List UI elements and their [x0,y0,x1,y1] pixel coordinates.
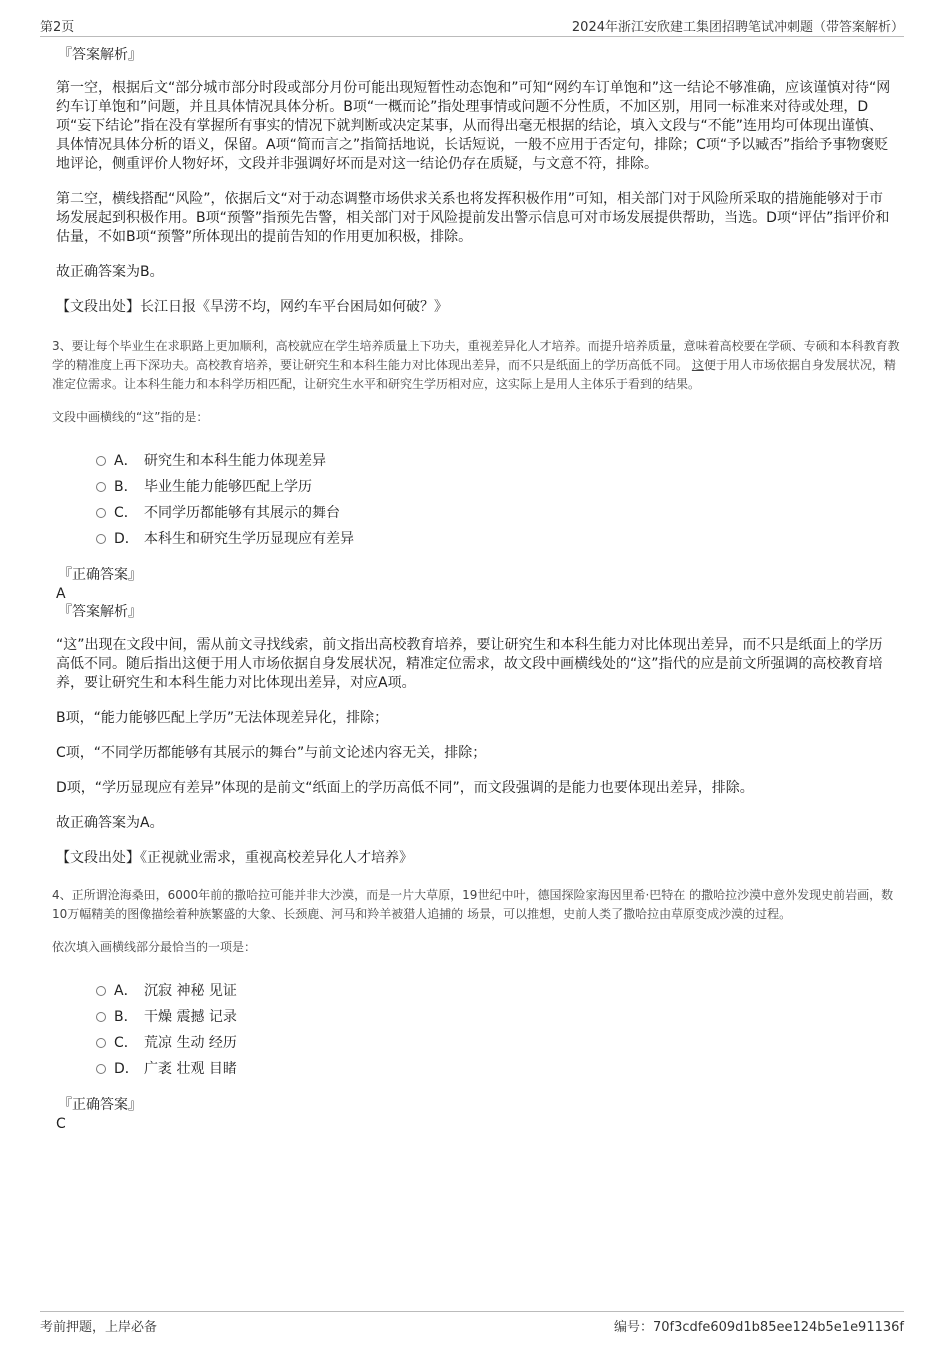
radio-icon[interactable] [96,1038,106,1048]
page-number: 第2页 [40,20,75,35]
correct-answer: C [56,1116,66,1132]
options-list [96,448,896,552]
radio-icon[interactable] [96,482,106,492]
options-list [96,978,896,1082]
question-4 [52,886,896,1133]
correct-answer: A [56,586,66,602]
source-citation: 【文段出处】长江日报《旱涝不均，网约车平台困局如何破？》 [56,299,448,315]
question-2-analysis [56,46,896,317]
answer-conclusion: 故正确答案为A。 [56,815,164,831]
analysis-paragraph: 第一空，根据后文“部分城市部分时段或部分月份可能出现短暂性动态饱和”可知“网约车订单饱和”这一结论不够准确，应该谨慎对待“网约车订单饱和”问题，并且具体情况具体分析。B项“一概而论”指处理事情或问题不分性质，不加区别，用同一标准来对待或处理，D项“妄下结论”指在没有掌握所有事实的情况下就判断或决定某事，从而得出毫无根据的结论，填入文段与“不能”连用均可体现出谨慎、具体情况具体分析的语义，保留。A项“简而言之”指简括地说，长话短说，一般不应用于否定句，排除；C项“予以臧否”指给予事物褒贬地评论，侧重评价人物好坏，文段并非强调好坏而是对这一结论仍存在质疑，与文意不符，排除。 [56,80,891,172]
analysis-paragraph: “这”出现在文段中间，需从前文寻找线索，前文指出高校教育培养，要让研究生和本科生能力对比体现出差异，而不只是纸面上的学历高低不同。随后指出这便于用人市场依据自身发展状况，精准定位需求，故文段中画横线处的“这”指代的应是前文所强调的高校教育培养，要让研究生和本科生能力对比体现出差异，对应A项。 [56,637,883,691]
page-content [52,46,900,1133]
option-a[interactable]: A． 沉寂 神秘 见证 [96,978,896,1004]
analysis-label: 『答案解析』 [58,604,142,620]
question-3 [52,337,900,868]
document-serial: 编号：70f3cdfe609d1b85ee124b5e1e91136f [613,1320,904,1335]
source-citation: 【文段出处】《正视就业需求，重视高校差异化人才培养》 [56,850,413,866]
question-stem: 4、正所谓沧海桑田，6000年前的撒哈拉可能并非大沙漠，而是一片大草原，19世纪中叶，德国探险家海因里希·巴特在 的撒哈拉沙漠中意外发现史前岩画，数10万幅精美的图像描绘着种族繁盛的大象、长颈鹿、河马和羚羊被猎人追捕的 场景，可以推想，史前人类了撒哈拉由草原变成沙漠的过程。 [52,888,894,921]
radio-icon[interactable] [96,508,106,518]
underlined-word: 这 [691,358,704,372]
radio-icon[interactable] [96,534,106,544]
footer-slogan: 考前押题，上岸必备 [40,1320,158,1335]
radio-icon[interactable] [96,456,106,466]
page-header [40,14,904,37]
radio-icon[interactable] [96,1012,106,1022]
option-d[interactable]: D． 本科生和研究生学历显现应有差异 [96,526,896,552]
question-prompt: 依次填入画横线部分最恰当的一项是： [52,940,257,954]
analysis-paragraph: 第二空，横线搭配“风险”，依据后文“对于动态调整市场供求关系也将发挥积极作用”可知，相关部门对于风险所采取的措施能够对于市场发展起到积极作用。B项“预警”指预先告警，相关部门对于风险提前发出警示信息可对市场发展提供帮助，当选。D项“评估”指评价和估量，不如B项“预警”所体现出的提前告知的作用更加积极，排除。 [56,191,890,245]
answer-conclusion: 故正确答案为B。 [56,264,164,280]
option-b[interactable]: B． 毕业生能力能够匹配上学历 [96,474,896,500]
correct-answer-label: 『正确答案』 [58,567,142,583]
page-footer [40,1311,904,1336]
question-stem: 3、要让每个毕业生在求职路上更加顺利，高校就应在学生培养质量上下功夫，重视差异化人才培养。而提升培养质量，意味着高校要在学硕、专硕和本科教育教学的精准度上再下深功夫。高校教育培养，要让研究生和本科生能力对比体现出差异，而不只是纸面上的学历高低不同。 这便于用人市场依据自身发展状况，精准定位需求。让本科生能力和本科学历相匹配，让研究生水平和研究生学历相对应，这实际上是用人主体乐于看到的结果。 [52,339,900,391]
analysis-paragraph: B项，“能力能够匹配上学历”无法体现差异化，排除； [56,710,389,726]
option-c[interactable]: C． 不同学历都能够有其展示的舞台 [96,500,896,526]
option-a[interactable]: A． 研究生和本科生能力体现差异 [96,448,896,474]
analysis-label: 『答案解析』 [58,47,142,63]
question-prompt: 文段中画横线的“这”指的是： [52,410,209,424]
analysis-paragraph: D项，“学历显现应有差异”体现的是前文“纸面上的学历高低不同”，而文段强调的是能力也要体现出差异，排除。 [56,780,754,796]
option-d[interactable]: D． 广袤 壮观 目睹 [96,1056,896,1082]
option-c[interactable]: C． 荒凉 生动 经历 [96,1030,896,1056]
analysis-paragraph: C项，“不同学历都能够有其展示的舞台”与前文论述内容无关，排除； [56,745,487,761]
option-b[interactable]: B． 干燥 震撼 记录 [96,1004,896,1030]
correct-answer-label: 『正确答案』 [58,1097,142,1113]
radio-icon[interactable] [96,986,106,996]
document-title: 2024年浙江安欣建工集团招聘笔试冲刺题（带答案解析） [571,20,904,35]
radio-icon[interactable] [96,1064,106,1074]
